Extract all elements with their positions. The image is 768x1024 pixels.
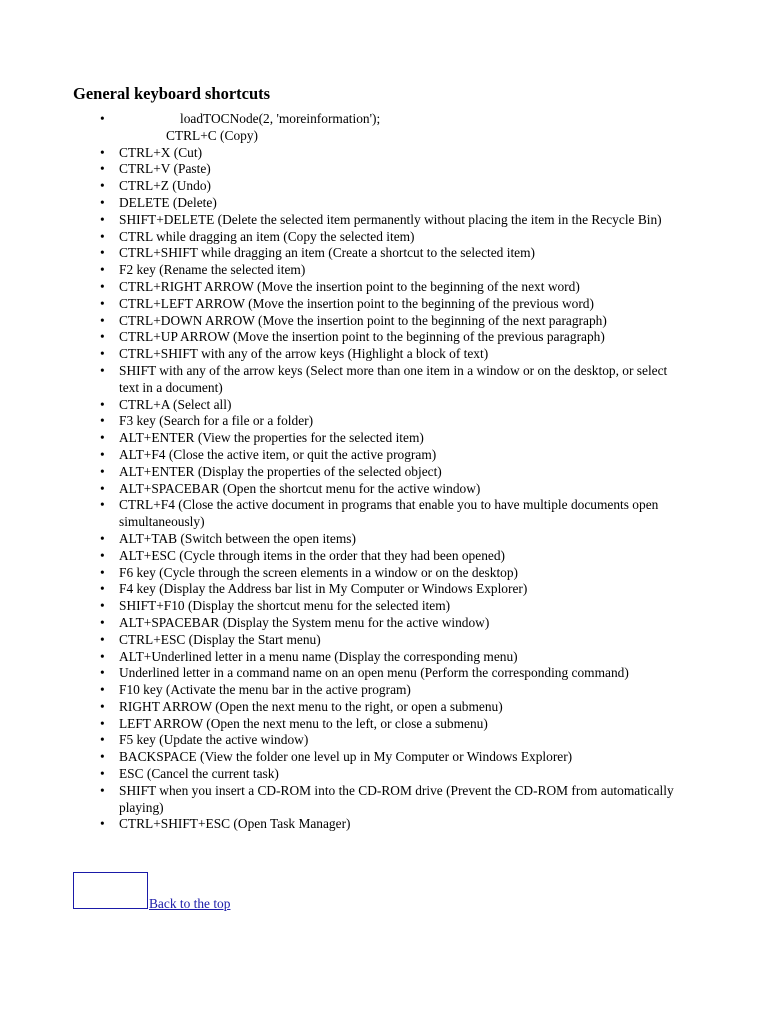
section-heading: General keyboard shortcuts <box>73 84 271 103</box>
list-item <box>0 329 689 346</box>
bullet-icon: • <box>100 211 105 227</box>
list-item <box>0 178 689 195</box>
back-to-top-link[interactable]: Back to the top <box>149 896 231 911</box>
list-item-text: ALT+F4 (Close the active item, or quit the active program) <box>119 446 437 462</box>
list-item <box>0 430 689 447</box>
bullet-icon: • <box>100 446 105 462</box>
bullet-icon: • <box>100 245 105 261</box>
list-item <box>0 481 689 498</box>
bullet-icon: • <box>100 631 105 647</box>
list-item <box>0 111 689 145</box>
bullet-icon: • <box>100 715 105 731</box>
list-item <box>0 632 689 649</box>
list-item <box>0 447 689 464</box>
list-item-text: F2 key (Rename the selected item) <box>119 262 306 278</box>
list-item-text: CTRL+A (Select all) <box>119 396 232 412</box>
code-text: loadTOCNode(2, 'moreinformation'); <box>180 111 381 126</box>
list-item-text: BACKSPACE (View the folder one level up in My Computer or Windows Explorer) <box>119 749 573 765</box>
list-item <box>0 766 689 783</box>
list-item-text: F5 key (Update the active window) <box>119 732 309 748</box>
list-item <box>0 262 689 279</box>
list-item-text: SHIFT when you insert a CD-ROM into the CD-ROM drive (Prevent the CD-ROM from automatically playing) <box>119 782 674 815</box>
list-item-text: F4 key (Display the Address bar list in My Computer or Windows Explorer) <box>119 581 528 597</box>
bullet-icon: • <box>100 614 105 630</box>
list-item <box>0 296 689 313</box>
list-item <box>0 783 689 817</box>
bullet-icon: • <box>100 682 105 698</box>
list-item-text: F6 key (Cycle through the screen elements in a window or on the desktop) <box>119 564 519 580</box>
bullet-icon: • <box>100 732 105 748</box>
bullet-icon: • <box>100 766 105 782</box>
bullet-icon: • <box>100 564 105 580</box>
list-item-text: ALT+ENTER (View the properties for the selected item) <box>119 430 424 446</box>
list-item <box>0 195 689 212</box>
bullet-icon: • <box>100 648 105 664</box>
bullet-icon: • <box>100 463 105 479</box>
list-item <box>0 598 689 615</box>
list-item-text: CTRL+RIGHT ARROW (Move the insertion point to the beginning of the next word) <box>119 278 580 294</box>
list-item-text: ALT+ESC (Cycle through items in the order that they had been opened) <box>119 547 505 563</box>
list-item-text: SHIFT+F10 (Display the shortcut menu for the selected item) <box>119 598 451 614</box>
bullet-icon: • <box>100 329 105 345</box>
list-item <box>0 161 689 178</box>
shortcut-list <box>0 111 689 833</box>
list-item <box>0 716 689 733</box>
list-item-text: CTRL+DOWN ARROW (Move the insertion point to the beginning of the next paragraph) <box>119 312 607 328</box>
list-item-text: F3 key (Search for a file or a folder) <box>119 413 314 429</box>
list-item <box>0 279 689 296</box>
list-item-text: Underlined letter in a command name on an open menu (Perform the corresponding command) <box>119 665 629 681</box>
bullet-icon: • <box>100 782 105 798</box>
list-item <box>0 699 689 716</box>
bullet-icon: • <box>100 161 105 177</box>
list-item-text: SHIFT with any of the arrow keys (Select more than one item in a window or on the desktop, or select text in a document) <box>119 362 668 395</box>
bullet-icon: • <box>100 278 105 294</box>
bullet-icon: • <box>100 581 105 597</box>
bullet-icon: • <box>100 430 105 446</box>
list-item-text: CTRL+V (Paste) <box>119 161 211 177</box>
bullet-icon: • <box>100 346 105 362</box>
list-item <box>0 665 689 682</box>
bullet-icon: • <box>100 530 105 546</box>
bullet-icon: • <box>100 396 105 412</box>
list-item <box>0 229 689 246</box>
list-item-text: CTRL+C (Copy) <box>166 127 258 143</box>
bullet-icon: • <box>100 413 105 429</box>
list-item-text: ALT+ENTER (Display the properties of the selected object) <box>119 463 442 479</box>
list-item-text: CTRL+SHIFT while dragging an item (Create a shortcut to the selected item) <box>119 245 535 261</box>
bullet-icon: • <box>100 816 105 832</box>
list-item <box>0 212 689 229</box>
image-placeholder <box>73 872 148 909</box>
bullet-icon: • <box>100 144 105 160</box>
list-item <box>0 816 689 833</box>
bullet-icon: • <box>100 228 105 244</box>
list-item-text: SHIFT+DELETE (Delete the selected item permanently without placing the item in the Recycle Bin) <box>119 211 662 227</box>
list-item <box>0 363 689 397</box>
list-item <box>0 581 689 598</box>
bullet-icon: • <box>100 262 105 278</box>
list-item-text: DELETE (Delete) <box>119 194 217 210</box>
list-item-text: CTRL+UP ARROW (Move the insertion point to the beginning of the previous paragraph) <box>119 329 605 345</box>
list-item <box>0 531 689 548</box>
list-item <box>0 615 689 632</box>
bullet-icon: • <box>100 749 105 765</box>
bullet-icon: • <box>100 480 105 496</box>
list-item-text: LEFT ARROW (Open the next menu to the left, or close a submenu) <box>119 715 488 731</box>
bullet-icon: • <box>100 362 105 378</box>
list-item <box>0 413 689 430</box>
list-item <box>0 313 689 330</box>
list-item <box>0 464 689 481</box>
bullet-icon: • <box>100 295 105 311</box>
list-item-text: CTRL+X (Cut) <box>119 144 203 160</box>
bullet-icon: • <box>100 698 105 714</box>
list-item-text: F10 key (Activate the menu bar in the active program) <box>119 682 411 698</box>
bullet-icon: • <box>100 312 105 328</box>
list-item-text: ALT+SPACEBAR (Display the System menu for the active window) <box>119 614 490 630</box>
list-item-text: CTRL while dragging an item (Copy the selected item) <box>119 228 415 244</box>
bullet-icon: • <box>100 497 105 513</box>
bullet-icon: • <box>100 598 105 614</box>
list-item-text: RIGHT ARROW (Open the next menu to the right, or open a submenu) <box>119 698 503 714</box>
list-item-text: CTRL+F4 (Close the active document in programs that enable you to have multiple documents open simultaneously) <box>119 497 659 530</box>
list-item <box>0 565 689 582</box>
list-item <box>0 397 689 414</box>
list-item-text: CTRL+SHIFT+ESC (Open Task Manager) <box>119 816 351 832</box>
bullet-icon: • <box>100 547 105 563</box>
list-item-text: CTRL+ESC (Display the Start menu) <box>119 631 321 647</box>
bullet-icon: • <box>100 178 105 194</box>
list-item-text: ALT+Underlined letter in a menu name (Display the corresponding menu) <box>119 648 518 664</box>
list-item-text: ALT+SPACEBAR (Open the shortcut menu for the active window) <box>119 480 481 496</box>
list-item-text: ALT+TAB (Switch between the open items) <box>119 530 356 546</box>
list-item <box>0 346 689 363</box>
list-item-text: CTRL+SHIFT with any of the arrow keys (Highlight a block of text) <box>119 346 489 362</box>
list-item <box>0 548 689 565</box>
list-item-text: ESC (Cancel the current task) <box>119 766 279 782</box>
list-item-text: CTRL+LEFT ARROW (Move the insertion point to the beginning of the previous word) <box>119 295 594 311</box>
bullet-icon: • <box>100 194 105 210</box>
list-item <box>0 245 689 262</box>
list-item <box>0 749 689 766</box>
list-item <box>0 649 689 666</box>
bullet-icon: • <box>100 111 105 126</box>
list-item <box>0 497 689 531</box>
list-item <box>0 732 689 749</box>
list-item <box>0 682 689 699</box>
list-item <box>0 145 689 162</box>
bullet-icon: • <box>100 665 105 681</box>
list-item-text: CTRL+Z (Undo) <box>119 178 211 194</box>
